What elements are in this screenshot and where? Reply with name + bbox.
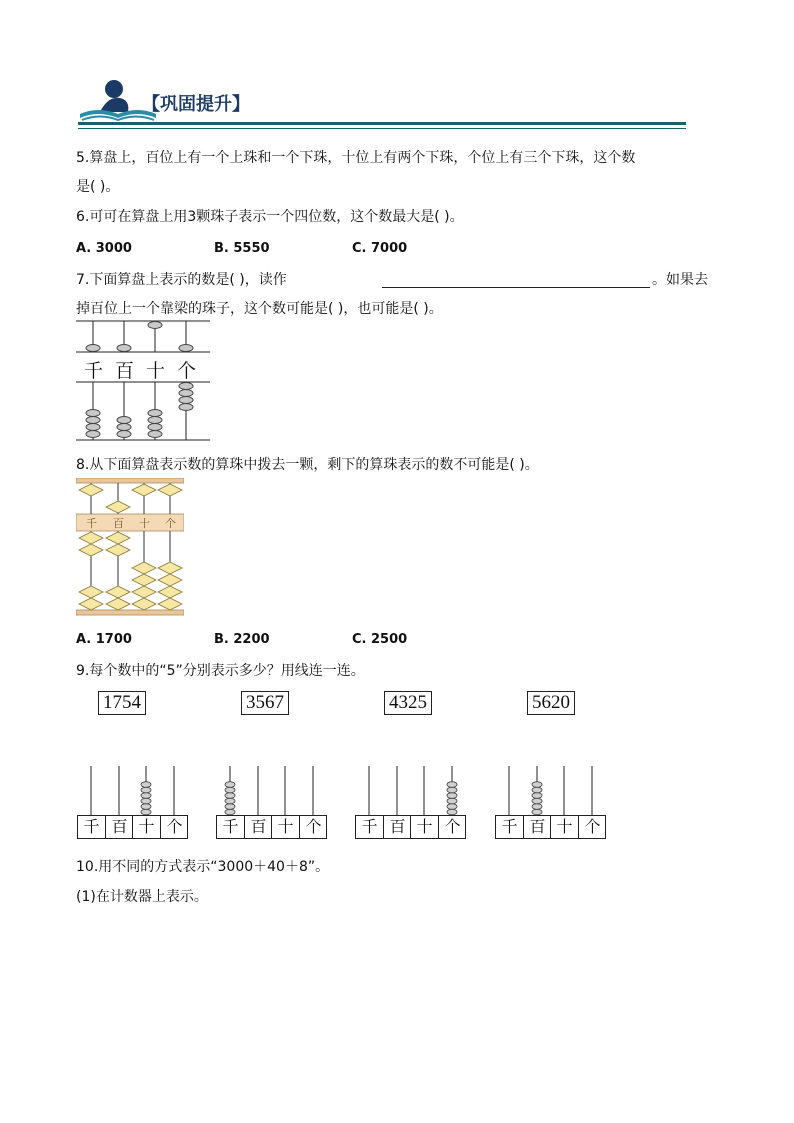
abacus-bead [158,484,182,496]
abacus-bead [86,417,100,424]
counter-bead [225,809,235,815]
q9-number-box-4[interactable]: 5620 [527,691,575,715]
abacus-bead [106,598,130,610]
q7-line2: 掉百位上一个靠梁的珠子，这个数可能是( )，也可能是( )。 [76,301,443,317]
counter-bead [141,804,151,810]
counter-bead [225,793,235,799]
counter-label-tens: 十 [132,816,160,838]
abacus-bead [158,562,182,574]
q6-text: 6.可可在算盘上用3颗珠子表示一个四位数，这个数最大是( )。 [76,209,464,225]
q6-option-a[interactable]: A. 3000 [76,241,132,256]
q8-label-hundreds: 百 [113,517,124,530]
abacus-bead [148,417,162,424]
q7-label-ones: 个 [177,360,197,382]
q10-text: 10.用不同的方式表示“3000＋40＋8”。 [76,859,330,875]
counter-bead [141,782,151,788]
abacus-bead [117,345,131,352]
q9-number-box-3[interactable]: 4325 [384,691,432,715]
abacus-bead [132,598,156,610]
abacus-bead [132,484,156,496]
counter-bead [447,798,457,804]
abacus-bead [148,424,162,431]
counter-base [216,815,327,839]
q5-line2: 是( )。 [76,179,120,195]
counter-bead [141,798,151,804]
q10-sub1: (1)在计数器上表示。 [76,889,208,905]
counter-label-thousands: 千 [355,816,383,838]
counter-bead [225,787,235,793]
q9-counter-2[interactable] [216,766,327,838]
counter-label-thousands: 千 [216,816,244,838]
abacus-bead [79,532,103,544]
counter-rods [355,766,466,816]
abacus-bead [158,586,182,598]
counter-bead [447,804,457,810]
counter-bead [447,787,457,793]
counter-bead [532,787,542,793]
counter-base [355,815,466,839]
abacus-bead [79,598,103,610]
counter-bead [225,804,235,810]
q6-option-c[interactable]: C. 7000 [352,241,408,256]
counter-bead [447,809,457,815]
abacus-bead [148,410,162,417]
q9-counter-3[interactable] [355,766,466,838]
q9-number-box-1[interactable]: 1754 [98,691,146,715]
q8-abacus-frame [76,478,184,618]
abacus-bead [86,431,100,438]
counter-label-hundreds: 百 [105,816,133,838]
counter-bead [447,782,457,788]
abacus-bead [79,544,103,556]
header-rule-thin [78,128,686,129]
q7-reading-blank[interactable] [382,287,650,288]
counter-bead [225,798,235,804]
abacus-bead [117,417,131,424]
q8-option-b[interactable]: B. 2200 [214,632,270,647]
abacus-bead [117,424,131,431]
counter-label-ones: 个 [160,816,188,838]
counter-rods [216,766,327,816]
q7-label-hundreds: 百 [115,360,135,382]
counter-label-tens: 十 [550,816,578,838]
q7-line1-b: 。如果去 [652,272,708,288]
q7-abacus [76,318,210,444]
q9-text: 9.每个数中的“5”分别表示多少？用线连一连。 [76,663,365,679]
q9-counter-4[interactable] [495,766,606,838]
abacus-bead [132,574,156,586]
q9-number-box-2[interactable]: 3567 [241,691,289,715]
abacus-bead [132,562,156,574]
counter-bead [532,782,542,788]
abacus-bead [86,345,100,352]
counter-bead [532,798,542,804]
counter-rods [495,766,606,816]
abacus-bead [148,431,162,438]
abacus-bead [179,404,193,411]
q8-option-a[interactable]: A. 1700 [76,632,132,647]
counter-bead [141,787,151,793]
counter-label-hundreds: 百 [383,816,411,838]
abacus-bead [179,397,193,404]
abacus-bead [86,410,100,417]
q8-label-thousands: 千 [86,517,97,530]
abacus-bead [79,484,103,496]
abacus-bead [148,322,162,329]
abacus-bead [158,598,182,610]
counter-label-hundreds: 百 [523,816,551,838]
abacus-bead [132,586,156,598]
counter-label-thousands: 千 [77,816,105,838]
q7-line1-a: 7.下面算盘上表示的数是( )，读作 [76,272,287,288]
q7-label-tens: 十 [146,360,166,382]
abacus-bead [106,586,130,598]
counter-label-ones: 个 [578,816,606,838]
counter-label-ones: 个 [438,816,466,838]
counter-bead [141,809,151,815]
q8-label-ones: 个 [165,517,176,530]
abacus-bead [86,424,100,431]
counter-base [77,815,188,839]
abacus-bead [106,544,130,556]
q5-line1: 5.算盘上，百位上有一个上珠和一个下珠，十位上有两个下珠，个位上有三个下珠，这个数 [76,150,636,166]
abacus-bead [158,574,182,586]
q6-option-b[interactable]: B. 5550 [214,241,270,256]
abacus-bead [179,345,193,352]
counter-label-tens: 十 [271,816,299,838]
section-header [78,76,688,134]
q8-option-c[interactable]: C. 2500 [352,632,408,647]
counter-bead [225,782,235,788]
counter-bead [532,793,542,799]
q7-label-thousands: 千 [84,360,104,382]
q8-label-tens: 十 [139,517,150,530]
counter-label-ones: 个 [299,816,327,838]
abacus-bead [117,431,131,438]
counter-label-tens: 十 [410,816,438,838]
abacus-bead [179,383,193,390]
abacus-bead [179,390,193,397]
q8-text: 8.从下面算盘表示数的算珠中拨去一颗，剩下的算珠表示的数不可能是( )。 [76,457,539,473]
counter-bead [532,809,542,815]
counter-bead [447,793,457,799]
counter-bead [141,793,151,799]
counter-label-hundreds: 百 [244,816,272,838]
abacus-bead [106,532,130,544]
counter-label-thousands: 千 [495,816,523,838]
counter-rods [77,766,188,816]
section-title: 【巩固提升】 [142,94,250,115]
q9-counter-1[interactable] [77,766,188,838]
counter-base [495,815,606,839]
header-rule-thick [78,122,686,125]
abacus-bead [79,586,103,598]
abacus-bead [106,501,130,513]
q8-abacus [76,478,184,618]
counter-bead [532,804,542,810]
